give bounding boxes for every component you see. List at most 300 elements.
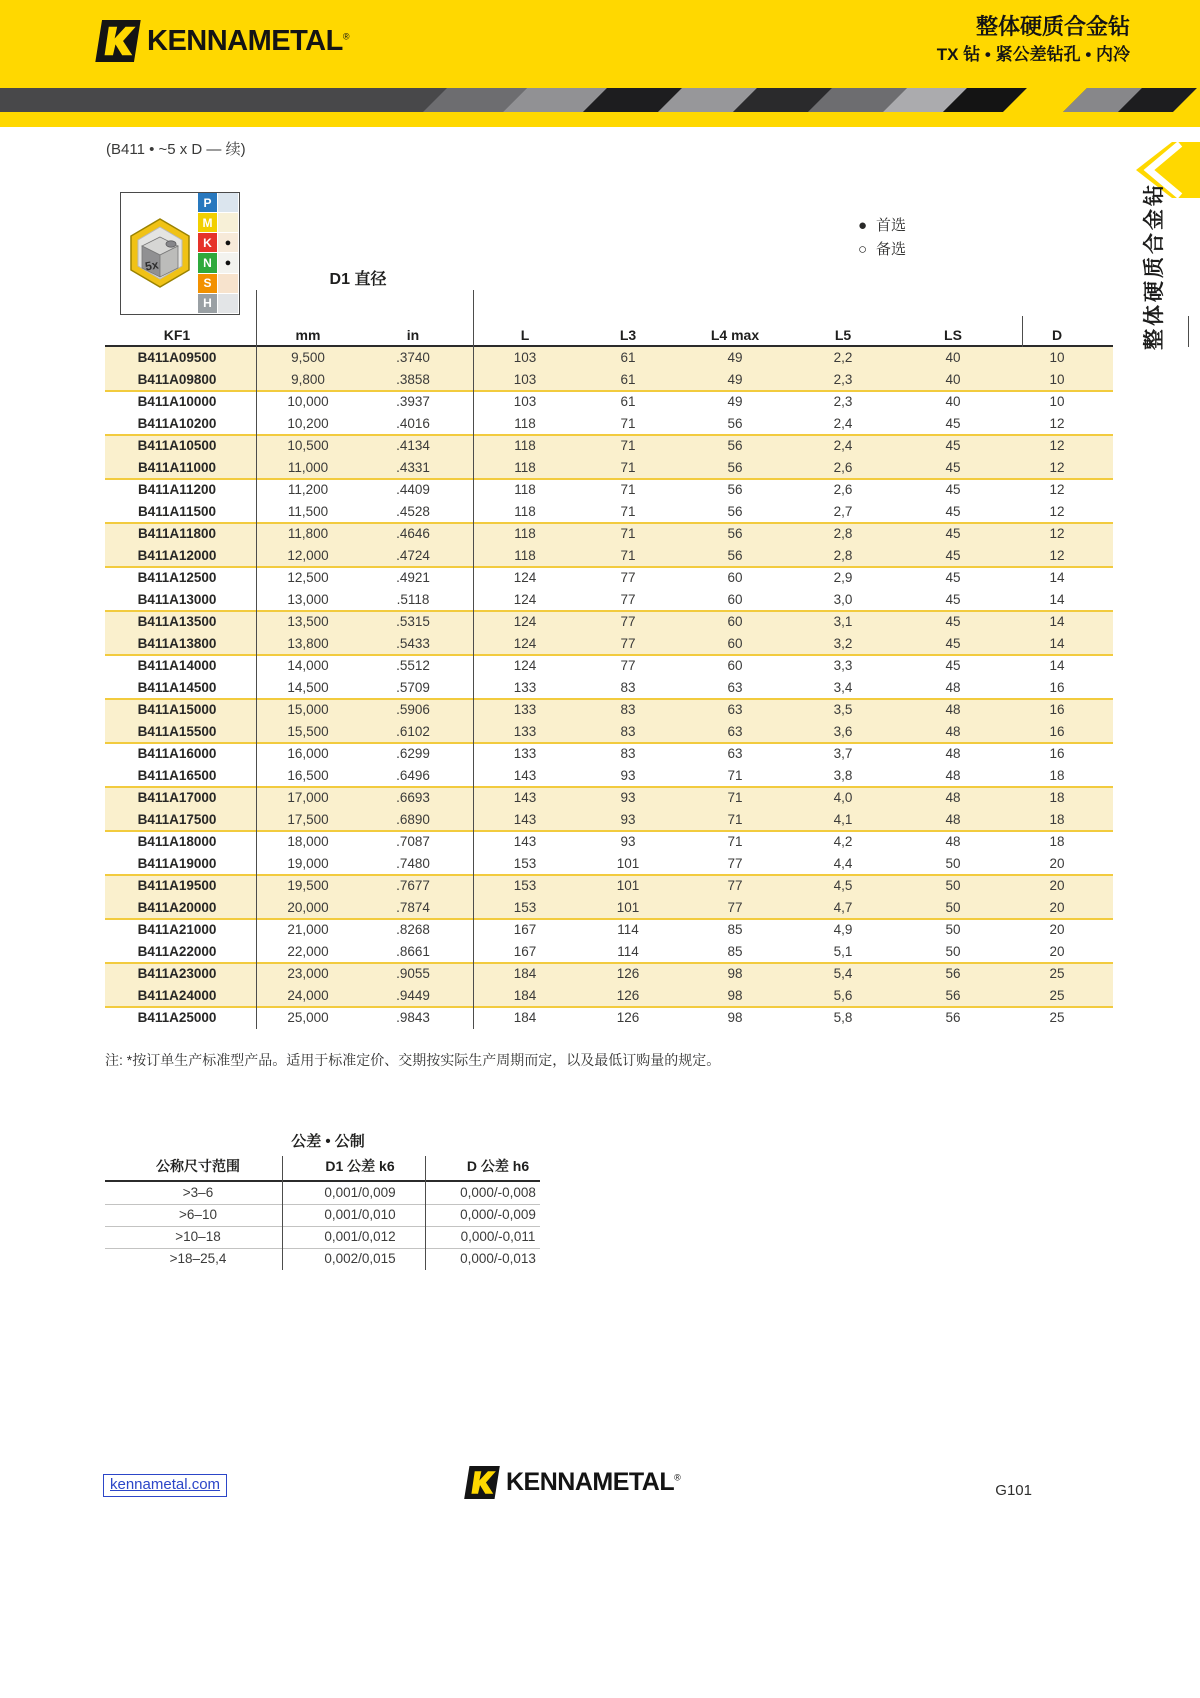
catalog-number: B411A11800 bbox=[137, 526, 217, 541]
material-selection-K bbox=[217, 233, 238, 253]
cell: 10,200 bbox=[287, 416, 329, 431]
cell: 114 bbox=[617, 944, 639, 959]
cell: 126 bbox=[616, 988, 640, 1003]
cell: 3,5 bbox=[833, 702, 853, 717]
catalog-number: B411A09500 bbox=[137, 350, 217, 365]
cell: 18 bbox=[1049, 834, 1065, 849]
cell: 16 bbox=[1049, 702, 1065, 717]
cell: 24,000 bbox=[287, 988, 329, 1003]
cell: 0,001/0,012 bbox=[324, 1229, 396, 1244]
cell: 10 bbox=[1049, 372, 1065, 387]
catalog-number: B411A12000 bbox=[137, 548, 217, 563]
cell: 143 bbox=[513, 790, 537, 805]
brand-name: KENNAMETAL® bbox=[506, 1468, 681, 1496]
cell: .5433 bbox=[396, 636, 430, 651]
cell: 14 bbox=[1049, 614, 1065, 629]
cell: .9843 bbox=[396, 1010, 430, 1025]
cell: 2,8 bbox=[833, 526, 853, 541]
header-tick-table-edge bbox=[1188, 316, 1189, 347]
cell: 71 bbox=[727, 790, 743, 805]
column-header: D1 公差 k6 bbox=[325, 1158, 395, 1174]
cell: 48 bbox=[945, 724, 961, 739]
cell: 48 bbox=[945, 680, 961, 695]
cell: 45 bbox=[945, 548, 961, 563]
cell: 118 bbox=[514, 504, 536, 519]
material-selection-column bbox=[217, 193, 238, 314]
column-header: L4 max bbox=[710, 327, 760, 343]
material-cell-M: M bbox=[197, 213, 217, 233]
column-header: L3 bbox=[619, 327, 637, 343]
cell: 48 bbox=[945, 746, 961, 761]
column-header: L bbox=[520, 327, 530, 343]
cell: 5,1 bbox=[833, 944, 853, 959]
cell: 49 bbox=[727, 350, 743, 365]
tolerance-column-divider-left bbox=[282, 1156, 283, 1270]
cell: .4921 bbox=[396, 570, 430, 585]
cell: 50 bbox=[945, 944, 961, 959]
side-tab-label: 整体硬质合金钻 bbox=[1143, 182, 1166, 350]
cell: 3,3 bbox=[833, 658, 853, 673]
cell: .4016 bbox=[396, 416, 430, 431]
legend-preferred-label: 首选 bbox=[876, 217, 907, 234]
cell: 118 bbox=[514, 548, 536, 563]
cell: 167 bbox=[513, 944, 537, 959]
cell: 45 bbox=[945, 614, 961, 629]
cell: 77 bbox=[620, 636, 636, 651]
cell: 50 bbox=[945, 900, 961, 915]
cell: 98 bbox=[727, 966, 743, 981]
cell: 45 bbox=[945, 504, 961, 519]
diameter-column-label: D1 直径 bbox=[329, 271, 387, 288]
filled-dot-icon: ● bbox=[858, 217, 868, 234]
cell: 93 bbox=[620, 768, 636, 783]
catalog-number: B411A14500 bbox=[137, 680, 217, 695]
cell: >18–25,4 bbox=[169, 1251, 227, 1266]
footer-kennametal-logo bbox=[464, 1466, 680, 1499]
cell: 12 bbox=[1049, 482, 1065, 497]
tolerance-table-header-row bbox=[105, 1156, 540, 1178]
cell: 20 bbox=[1049, 922, 1065, 937]
cell: 14 bbox=[1049, 636, 1065, 651]
cell: .4646 bbox=[396, 526, 430, 541]
cell: 124 bbox=[513, 658, 537, 673]
catalog-number: B411A25000 bbox=[137, 1010, 217, 1025]
cell: 0,000/-0,011 bbox=[460, 1229, 536, 1244]
catalog-number: B411A17500 bbox=[137, 812, 217, 827]
registered-mark: ® bbox=[342, 30, 349, 41]
cell: 101 bbox=[616, 856, 640, 871]
cell: 71 bbox=[620, 460, 636, 475]
cell: 5,4 bbox=[833, 966, 853, 981]
catalog-number: B411A11000 bbox=[137, 460, 217, 475]
cell: 12 bbox=[1049, 504, 1065, 519]
cell: 11,200 bbox=[287, 482, 329, 497]
brand-name: KENNAMETAL® bbox=[147, 24, 349, 57]
cell: 56 bbox=[727, 482, 743, 497]
material-cell-S: S bbox=[197, 274, 217, 294]
cell: 10 bbox=[1049, 394, 1065, 409]
cell: 56 bbox=[945, 966, 961, 981]
cell: 15,000 bbox=[287, 702, 329, 717]
cell: 93 bbox=[620, 834, 636, 849]
cell: .5906 bbox=[396, 702, 430, 717]
tolerance-column-divider-right bbox=[425, 1156, 426, 1270]
cell: 56 bbox=[727, 504, 743, 519]
column-header: KF1 bbox=[163, 327, 191, 343]
cell: 4,4 bbox=[833, 856, 853, 871]
cell: 98 bbox=[727, 988, 743, 1003]
cell: 124 bbox=[513, 614, 537, 629]
cell: 153 bbox=[513, 900, 537, 915]
cell: 133 bbox=[513, 724, 537, 739]
cell: 118 bbox=[514, 438, 536, 453]
cell: 16,000 bbox=[287, 746, 329, 761]
column-divider-left bbox=[256, 290, 257, 1029]
cell: 85 bbox=[727, 944, 743, 959]
footnote: 注: *按订单生产标准型产品。适用于标准定价、交期按实际生产周期而定，以及最低订购量的规定。 bbox=[105, 1052, 721, 1068]
catalog-number: B411A20000 bbox=[137, 900, 217, 915]
cell: 60 bbox=[727, 636, 743, 651]
cell: 2,3 bbox=[833, 372, 853, 387]
cell: 0,000/-0,013 bbox=[460, 1251, 536, 1266]
cell: 48 bbox=[945, 768, 961, 783]
cell: 3,2 bbox=[833, 636, 853, 651]
cell: 20,000 bbox=[287, 900, 329, 915]
cell: 9,800 bbox=[291, 372, 325, 387]
cell: .4528 bbox=[396, 504, 430, 519]
cell: 60 bbox=[727, 614, 743, 629]
cell: 93 bbox=[620, 812, 636, 827]
cell: .7677 bbox=[396, 878, 430, 893]
cell: 56 bbox=[727, 416, 743, 431]
cell: 45 bbox=[945, 460, 961, 475]
cell: 77 bbox=[620, 614, 636, 629]
cell: 184 bbox=[513, 1010, 537, 1025]
cell: 143 bbox=[513, 812, 537, 827]
cell: 18 bbox=[1049, 812, 1065, 827]
cell: .6299 bbox=[396, 746, 430, 761]
cell: .7087 bbox=[396, 834, 430, 849]
page-number: G101 bbox=[995, 1482, 1032, 1499]
column-header: mm bbox=[295, 327, 321, 343]
cell: 50 bbox=[945, 856, 961, 871]
cell: 133 bbox=[513, 702, 537, 717]
cell: 101 bbox=[616, 878, 640, 893]
cell: 12 bbox=[1049, 416, 1065, 431]
catalog-number: B411A19000 bbox=[137, 856, 217, 871]
cell: 20 bbox=[1049, 878, 1065, 893]
cell: 153 bbox=[513, 878, 537, 893]
cell: 2,9 bbox=[833, 570, 853, 585]
cell: 45 bbox=[945, 570, 961, 585]
catalog-number: B411A15000 bbox=[137, 702, 217, 717]
cell: 4,2 bbox=[833, 834, 853, 849]
cell: 0,000/-0,008 bbox=[460, 1185, 536, 1200]
cell: .9449 bbox=[396, 988, 430, 1003]
cell: 45 bbox=[945, 482, 961, 497]
cell: 2,4 bbox=[833, 416, 853, 431]
cell: 71 bbox=[620, 416, 636, 431]
cell: 19,500 bbox=[287, 878, 329, 893]
cell: 2,8 bbox=[833, 548, 853, 563]
cell: 98 bbox=[727, 1010, 743, 1025]
tolerance-table-row bbox=[105, 1248, 540, 1270]
cell: .4331 bbox=[396, 460, 430, 475]
cell: 0,002/0,015 bbox=[324, 1251, 396, 1266]
cell: 18,000 bbox=[287, 834, 329, 849]
cell: 16 bbox=[1049, 746, 1065, 761]
catalog-number: B411A10500 bbox=[137, 438, 217, 453]
catalog-number: B411A14000 bbox=[137, 658, 217, 673]
cell: 12 bbox=[1049, 460, 1065, 475]
cell: 61 bbox=[620, 372, 636, 387]
cell: 124 bbox=[513, 570, 537, 585]
catalog-number: B411A12500 bbox=[137, 570, 217, 585]
catalog-number: B411A10200 bbox=[137, 416, 217, 431]
cell: 14 bbox=[1049, 570, 1065, 585]
cell: 0,000/-0,009 bbox=[460, 1207, 536, 1222]
cell: 143 bbox=[513, 768, 537, 783]
cell: 10,000 bbox=[287, 394, 329, 409]
preferred-dot-icon: ● bbox=[224, 257, 232, 270]
cell: >10–18 bbox=[175, 1229, 221, 1244]
cell: 56 bbox=[727, 460, 743, 475]
cell: 2,3 bbox=[833, 394, 853, 409]
cell: 103 bbox=[513, 394, 537, 409]
cell: >3–6 bbox=[182, 1185, 214, 1200]
cell: 77 bbox=[727, 878, 743, 893]
cell: 4,0 bbox=[833, 790, 853, 805]
drill-depth-material-icon bbox=[120, 192, 240, 315]
catalog-number: B411A13500 bbox=[137, 614, 217, 629]
cell: 13,000 bbox=[287, 592, 329, 607]
catalog-number: B411A13000 bbox=[137, 592, 217, 607]
cell: 45 bbox=[945, 526, 961, 541]
cell: 20 bbox=[1049, 856, 1065, 871]
cell: 118 bbox=[514, 416, 536, 431]
material-selection-H bbox=[217, 294, 238, 314]
cell: .9055 bbox=[396, 966, 430, 981]
catalog-number: B411A13800 bbox=[137, 636, 217, 651]
kennametal-k-icon bbox=[95, 20, 141, 62]
cell: 184 bbox=[513, 988, 537, 1003]
cell: 56 bbox=[945, 988, 961, 1003]
cell: 18 bbox=[1049, 768, 1065, 783]
cell: 45 bbox=[945, 592, 961, 607]
cell: 56 bbox=[727, 526, 743, 541]
cell: 16 bbox=[1049, 724, 1065, 739]
cell: 77 bbox=[727, 900, 743, 915]
material-cell-P: P bbox=[197, 193, 217, 213]
cell: 4,1 bbox=[833, 812, 853, 827]
cell: 77 bbox=[620, 592, 636, 607]
cell: 83 bbox=[620, 702, 636, 717]
cell: 77 bbox=[620, 658, 636, 673]
cell: 124 bbox=[513, 592, 537, 607]
cell: 3,4 bbox=[833, 680, 853, 695]
cell: 49 bbox=[727, 372, 743, 387]
catalog-number: B411A21000 bbox=[137, 922, 217, 937]
cell: .6102 bbox=[396, 724, 430, 739]
material-cell-H: H bbox=[197, 294, 217, 314]
drill-5xd-cube-icon bbox=[125, 215, 195, 291]
cell: 12 bbox=[1049, 526, 1065, 541]
cell: 17,500 bbox=[287, 812, 329, 827]
cell: 11,500 bbox=[287, 504, 329, 519]
cell: 167 bbox=[513, 922, 537, 937]
cell: 25 bbox=[1049, 988, 1065, 1003]
catalog-number: B411A09800 bbox=[137, 372, 217, 387]
tolerance-table-row bbox=[105, 1204, 540, 1226]
registered-mark: ® bbox=[674, 1472, 681, 1483]
cell: 10,500 bbox=[287, 438, 329, 453]
cell: 48 bbox=[945, 812, 961, 827]
cell: 118 bbox=[514, 460, 536, 475]
catalog-number: B411A18000 bbox=[137, 834, 217, 849]
cell: >6–10 bbox=[179, 1207, 217, 1222]
column-header: D bbox=[1051, 327, 1063, 343]
cell: 2,4 bbox=[833, 438, 853, 453]
cell: 83 bbox=[620, 724, 636, 739]
catalog-number: B411A24000 bbox=[137, 988, 217, 1003]
yellow-divider-strip bbox=[0, 112, 1200, 127]
page-header bbox=[0, 0, 1200, 88]
cell: 2,6 bbox=[833, 482, 853, 497]
cell: 71 bbox=[620, 504, 636, 519]
cell: 19,000 bbox=[287, 856, 329, 871]
cell: 133 bbox=[513, 680, 537, 695]
cell: 3,1 bbox=[833, 614, 853, 629]
material-selection-M bbox=[217, 213, 238, 233]
cell: .5315 bbox=[396, 614, 430, 629]
cell: .5118 bbox=[396, 592, 430, 607]
cell: 4,7 bbox=[833, 900, 853, 915]
tolerance-table-row bbox=[105, 1226, 540, 1248]
cell: 83 bbox=[620, 680, 636, 695]
cell: .4409 bbox=[396, 482, 430, 497]
cell: 11,000 bbox=[287, 460, 329, 475]
cell: 45 bbox=[945, 636, 961, 651]
cell: 5,8 bbox=[833, 1010, 853, 1025]
cell: 9,500 bbox=[291, 350, 325, 365]
cell: 60 bbox=[727, 658, 743, 673]
cell: 71 bbox=[620, 526, 636, 541]
material-cell-K: K bbox=[197, 233, 217, 253]
page-subtitle-line: TX 钻 • 紧公差钻孔 • 内冷 bbox=[936, 45, 1130, 64]
material-selection-P bbox=[217, 193, 238, 213]
cell: 60 bbox=[727, 592, 743, 607]
cell: 22,000 bbox=[287, 944, 329, 959]
cell: 40 bbox=[945, 394, 961, 409]
cell: 14 bbox=[1049, 592, 1065, 607]
cell: 103 bbox=[513, 350, 537, 365]
cell: 71 bbox=[620, 438, 636, 453]
cell: .6496 bbox=[396, 768, 430, 783]
website-link-box bbox=[103, 1474, 227, 1497]
catalog-number: B411A10000 bbox=[137, 394, 217, 409]
cell: 63 bbox=[727, 746, 743, 761]
material-selection-S bbox=[217, 274, 238, 294]
cell: 40 bbox=[945, 372, 961, 387]
cell: .5512 bbox=[396, 658, 430, 673]
cell: 56 bbox=[727, 548, 743, 563]
material-selection-N bbox=[217, 253, 238, 273]
cell: .5709 bbox=[396, 680, 430, 695]
cell: 3,8 bbox=[833, 768, 853, 783]
material-cell-N: N bbox=[197, 253, 217, 273]
cell: 71 bbox=[620, 482, 636, 497]
cell: 20 bbox=[1049, 944, 1065, 959]
column-header: L5 bbox=[834, 327, 852, 343]
cell: 21,000 bbox=[287, 922, 329, 937]
cell: 61 bbox=[620, 394, 636, 409]
cell: 48 bbox=[945, 702, 961, 717]
cell: 45 bbox=[945, 438, 961, 453]
catalog-number: B411A11500 bbox=[137, 504, 217, 519]
cell: 10 bbox=[1049, 350, 1065, 365]
cell: 184 bbox=[513, 966, 537, 981]
cell: 3,7 bbox=[833, 746, 853, 761]
cell: 3,6 bbox=[833, 724, 853, 739]
cell: 49 bbox=[727, 394, 743, 409]
catalog-number: B411A22000 bbox=[137, 944, 217, 959]
cell: 16 bbox=[1049, 680, 1065, 695]
cell: 45 bbox=[945, 416, 961, 431]
cell: 77 bbox=[727, 856, 743, 871]
cell: 63 bbox=[727, 680, 743, 695]
cell: 126 bbox=[616, 1010, 640, 1025]
cell: 15,500 bbox=[287, 724, 329, 739]
cell: 77 bbox=[620, 570, 636, 585]
cell: .7874 bbox=[396, 900, 430, 915]
stripe-segment bbox=[0, 88, 447, 112]
cell: 71 bbox=[727, 812, 743, 827]
cell: .3937 bbox=[396, 394, 430, 409]
cell: 93 bbox=[620, 790, 636, 805]
cell: 63 bbox=[727, 702, 743, 717]
preferred-dot-icon: ● bbox=[224, 236, 232, 249]
website-link[interactable]: kennametal.com bbox=[110, 1476, 221, 1493]
cell: 63 bbox=[727, 724, 743, 739]
cell: 14 bbox=[1049, 658, 1065, 673]
decorative-stripe-band bbox=[0, 88, 1200, 112]
column-header: in bbox=[406, 327, 420, 343]
cell: 71 bbox=[727, 768, 743, 783]
cell: 5,6 bbox=[833, 988, 853, 1003]
cell: 101 bbox=[616, 900, 640, 915]
cell: 48 bbox=[945, 834, 961, 849]
page-title: 整体硬质合金钻 bbox=[975, 14, 1130, 39]
cell: .8661 bbox=[396, 944, 430, 959]
cell: .6890 bbox=[396, 812, 430, 827]
cell: 71 bbox=[727, 834, 743, 849]
cell: 114 bbox=[617, 922, 639, 937]
legend bbox=[858, 214, 906, 262]
cell: 2,7 bbox=[833, 504, 853, 519]
cell: 126 bbox=[616, 966, 640, 981]
material-letter-column bbox=[197, 193, 217, 314]
cell: 40 bbox=[945, 350, 961, 365]
cell: 25,000 bbox=[287, 1010, 329, 1025]
catalog-number: B411A17000 bbox=[137, 790, 217, 805]
cell: 11,800 bbox=[287, 526, 329, 541]
cell: 3,0 bbox=[833, 592, 853, 607]
cell: 133 bbox=[513, 746, 537, 761]
legend-preferred bbox=[858, 214, 906, 238]
cell: 25 bbox=[1049, 966, 1065, 981]
cell: 13,800 bbox=[287, 636, 329, 651]
column-header: D 公差 h6 bbox=[466, 1158, 530, 1174]
